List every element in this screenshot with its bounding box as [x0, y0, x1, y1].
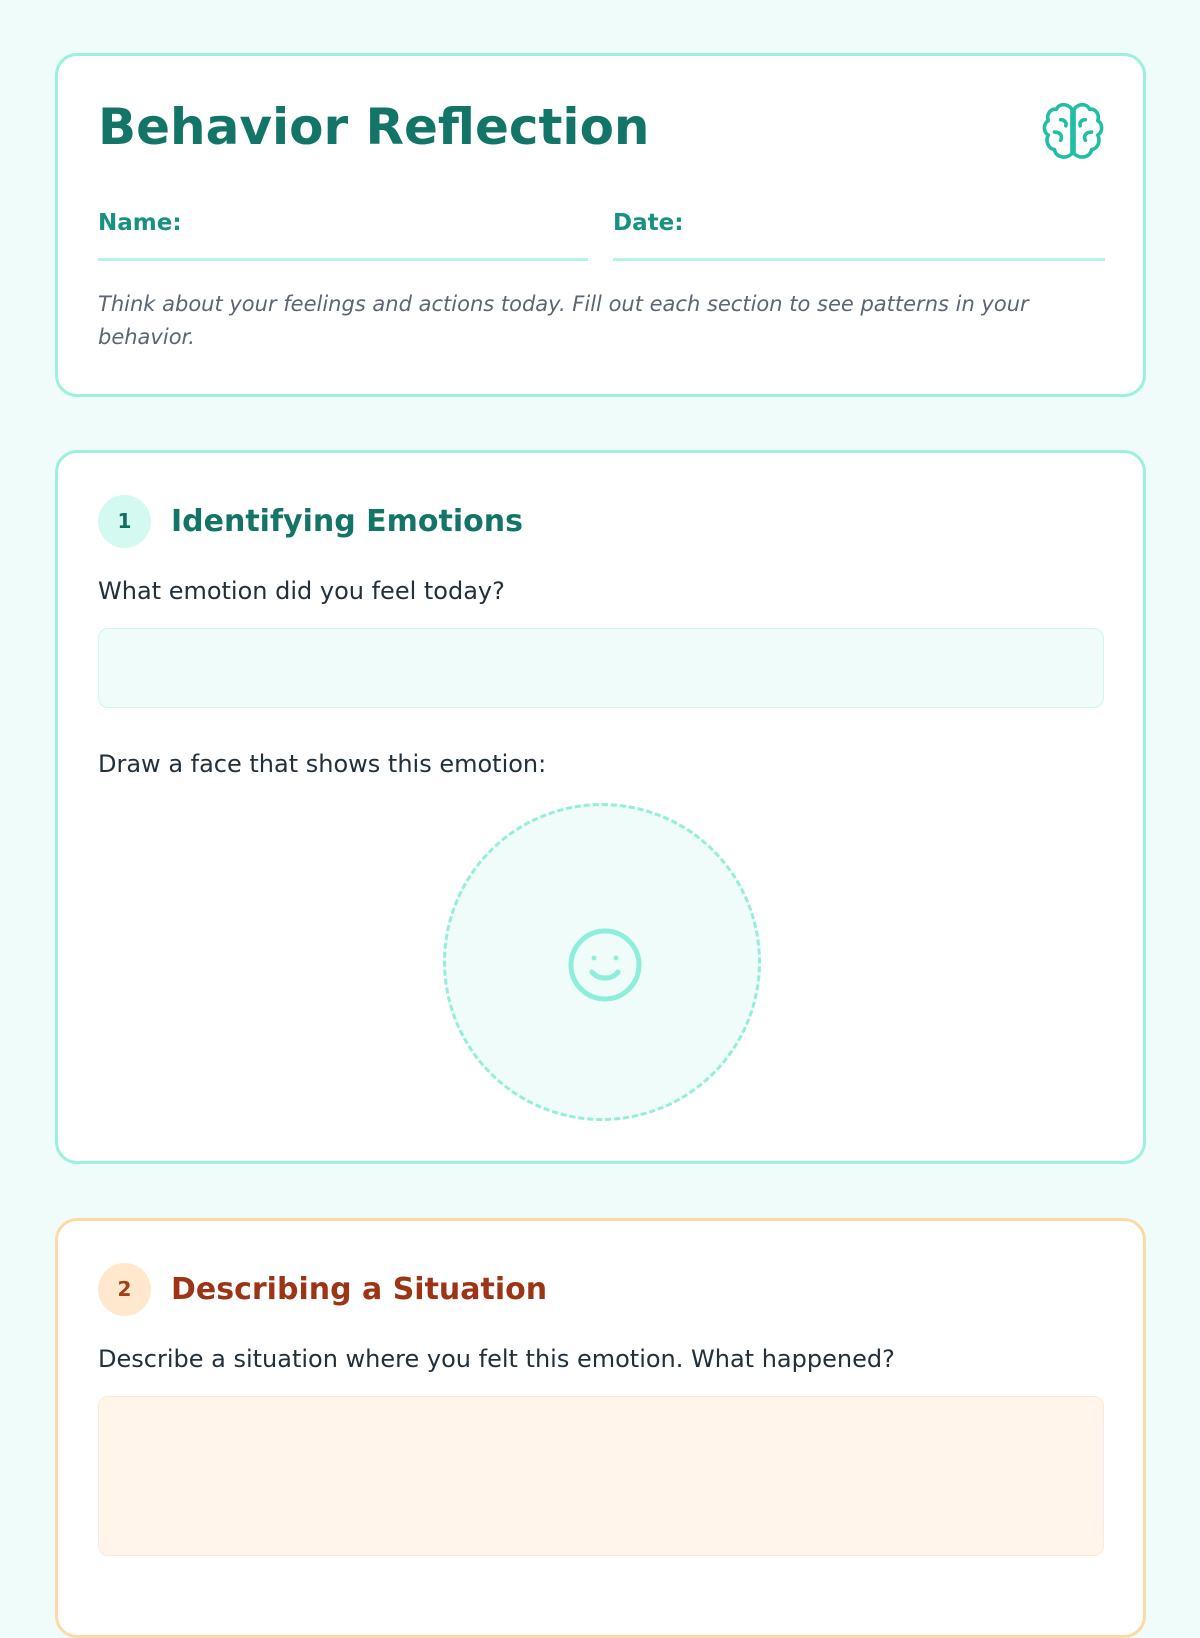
section-title: Describing a Situation	[171, 1272, 548, 1307]
situation-answer-field[interactable]	[98, 1396, 1104, 1556]
emotion-answer-field[interactable]	[98, 628, 1104, 708]
name-field[interactable]	[98, 258, 588, 261]
emotion-question: What emotion did you feel today?	[98, 577, 505, 605]
section-number-badge: 2	[98, 1263, 151, 1316]
section-number-badge: 1	[98, 495, 151, 548]
section-title: Identifying Emotions	[171, 504, 523, 539]
instructions-text: Think about your feelings and actions today. Fill out each section to see patterns in your behavior.	[98, 292, 1029, 349]
worksheet-header-card	[55, 53, 1146, 397]
section-header	[98, 1263, 1098, 1317]
situation-question: Describe a situation where you felt this emotion. What happened?	[98, 1345, 895, 1373]
face-drawing-area[interactable]	[443, 803, 761, 1121]
drawing-prompt: Draw a face that shows this emotion:	[98, 750, 547, 778]
date-field[interactable]	[613, 258, 1105, 261]
describing-situation-section	[55, 1218, 1146, 1638]
brain-icon	[1040, 98, 1106, 164]
identifying-emotions-section	[55, 450, 1146, 1164]
date-label: Date:	[613, 210, 684, 236]
smile-icon	[567, 927, 643, 1003]
worksheet-title: Behavior Reflection	[98, 98, 650, 156]
section-header	[98, 495, 1098, 549]
name-label: Name:	[98, 210, 182, 236]
